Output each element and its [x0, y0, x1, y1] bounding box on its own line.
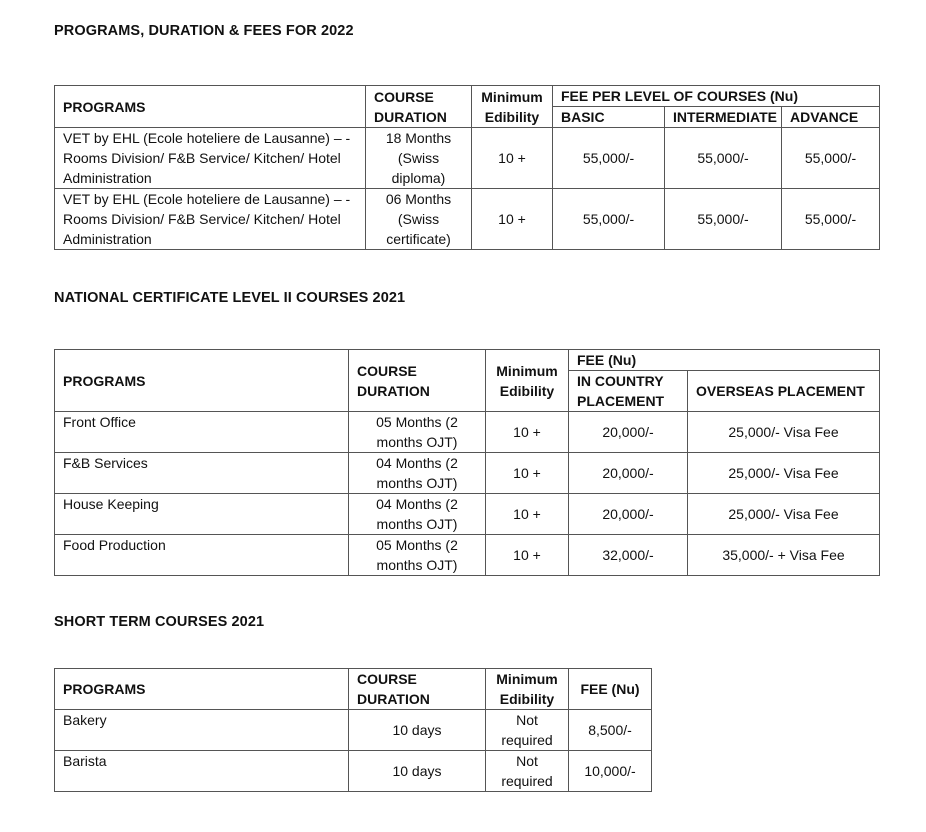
- table-row: [55, 128, 880, 189]
- fee-basic: 55,000/-: [553, 128, 665, 189]
- course-duration: 04 Months (2 months OJT): [349, 453, 486, 494]
- header-course-duration: COURSE DURATION: [349, 669, 486, 710]
- table-row: [55, 453, 880, 494]
- course-duration: 05 Months (2 months OJT): [349, 412, 486, 453]
- header-advance: ADVANCE: [782, 107, 880, 128]
- minimum-eligibility: 10 +: [472, 189, 553, 250]
- fees-table-2022: [54, 85, 880, 250]
- header-basic: BASIC: [553, 107, 665, 128]
- program-name: F&B Services: [55, 453, 349, 494]
- table-row: [55, 412, 880, 453]
- header-programs: PROGRAMS: [55, 86, 366, 128]
- course-duration: 05 Months (2 months OJT): [349, 535, 486, 576]
- section-title-programs-2022: PROGRAMS, DURATION & FEES FOR 2022: [54, 23, 354, 39]
- fee-advance: 55,000/-: [782, 189, 880, 250]
- header-minimum-eligibility: Minimum Edibility: [472, 86, 553, 128]
- minimum-eligibility: 10 +: [472, 128, 553, 189]
- header-minimum-eligibility: Minimum Edibility: [486, 350, 569, 412]
- header-in-country-placement: IN COUNTRY PLACEMENT: [569, 371, 688, 412]
- program-name: Bakery: [55, 710, 349, 751]
- minimum-eligibility: 10 +: [486, 453, 569, 494]
- fee-intermediate: 55,000/-: [665, 128, 782, 189]
- fee-in-country: 20,000/-: [569, 453, 688, 494]
- header-fee-nu: FEE (Nu): [569, 669, 652, 710]
- header-minimum-eligibility: Minimum Edibility: [486, 669, 569, 710]
- minimum-eligibility: 10 +: [486, 412, 569, 453]
- program-name: VET by EHL (Ecole hoteliere de Lausanne) – -Rooms Division/ F&B Service/ Kitchen/ Hotel Administration: [55, 128, 366, 189]
- program-name: VET by EHL (Ecole hoteliere de Lausanne) – -Rooms Division/ F&B Service/ Kitchen/ Hotel Administration: [55, 189, 366, 250]
- header-programs: PROGRAMS: [55, 350, 349, 412]
- program-name: Front Office: [55, 412, 349, 453]
- course-duration: 10 days: [349, 751, 486, 792]
- table-row: [55, 710, 652, 751]
- header-overseas-placement: OVERSEAS PLACEMENT: [688, 371, 880, 412]
- fee-overseas: 25,000/- Visa Fee: [688, 494, 880, 535]
- fee-overseas: 25,000/- Visa Fee: [688, 412, 880, 453]
- program-name: Food Production: [55, 535, 349, 576]
- course-duration: 18 Months (Swiss diploma): [366, 128, 472, 189]
- fee-in-country: 32,000/-: [569, 535, 688, 576]
- minimum-eligibility: Not required: [486, 710, 569, 751]
- minimum-eligibility: Not required: [486, 751, 569, 792]
- program-name: Barista: [55, 751, 349, 792]
- fee-in-country: 20,000/-: [569, 494, 688, 535]
- fee-intermediate: 55,000/-: [665, 189, 782, 250]
- section-title-short-term: SHORT TERM COURSES 2021: [54, 614, 265, 630]
- header-course-duration: COURSE DURATION: [349, 350, 486, 412]
- fee-basic: 55,000/-: [553, 189, 665, 250]
- header-intermediate: INTERMEDIATE: [665, 107, 782, 128]
- short-term-table: [54, 668, 652, 792]
- fee-overseas: 25,000/- Visa Fee: [688, 453, 880, 494]
- fee-advance: 55,000/-: [782, 128, 880, 189]
- table-row: [55, 535, 880, 576]
- minimum-eligibility: 10 +: [486, 494, 569, 535]
- header-course-duration: COURSE DURATION: [366, 86, 472, 128]
- fee: 8,500/-: [569, 710, 652, 751]
- table-row: [55, 751, 652, 792]
- course-duration: 10 days: [349, 710, 486, 751]
- program-name: House Keeping: [55, 494, 349, 535]
- section-title-national-certificate: NATIONAL CERTIFICATE LEVEL II COURSES 2021: [54, 290, 406, 306]
- fee: 10,000/-: [569, 751, 652, 792]
- table-row: [55, 189, 880, 250]
- header-fee-nu: FEE (Nu): [569, 350, 880, 371]
- header-fee-per-level: FEE PER LEVEL OF COURSES (Nu): [553, 86, 880, 107]
- minimum-eligibility: 10 +: [486, 535, 569, 576]
- national-certificate-table: [54, 349, 880, 576]
- course-duration: 04 Months (2 months OJT): [349, 494, 486, 535]
- fee-in-country: 20,000/-: [569, 412, 688, 453]
- course-duration: 06 Months (Swiss certificate): [366, 189, 472, 250]
- header-programs: PROGRAMS: [55, 669, 349, 710]
- table-row: [55, 494, 880, 535]
- fee-overseas: 35,000/- + Visa Fee: [688, 535, 880, 576]
